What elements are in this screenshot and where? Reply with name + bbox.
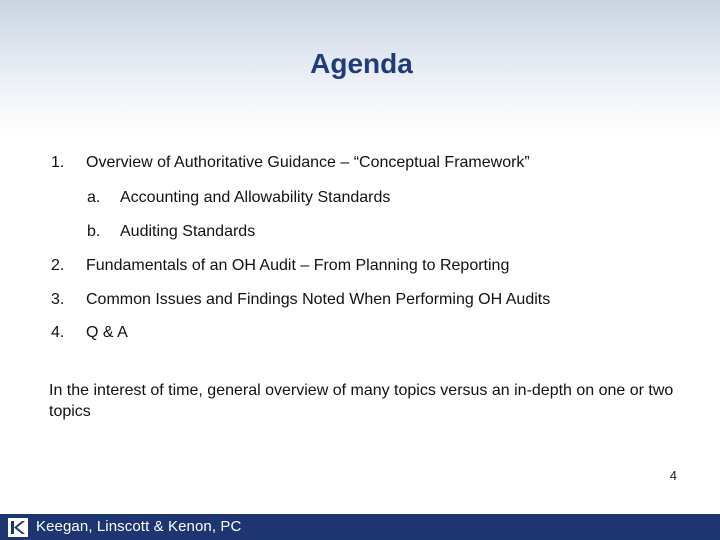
note-text: In the interest of time, general overview of many topics versus an in-depth on one or two topics [49,382,674,420]
agenda-subitem-a [87,189,587,211]
agenda-item-1 [51,154,671,176]
agenda-item-number: 2. [51,257,65,274]
agenda-item-text: Overview of Authoritative Guidance – “Conceptual Framework” [86,154,530,171]
page-number: 4 [669,468,677,483]
agenda-subitem-b [87,223,587,245]
agenda-item-text: Fundamentals of an OH Audit – From Planning to Reporting [86,257,510,274]
agenda-subitem-text: Auditing Standards [120,223,256,240]
agenda-item-number: 3. [51,291,65,308]
agenda-item-number: 1. [51,154,65,171]
klk-logo-icon [8,518,28,537]
agenda-item-text: Common Issues and Findings Noted When Performing OH Audits [86,291,551,308]
agenda-item-number: 4. [51,324,65,341]
agenda-item-text: Q & A [86,324,128,341]
footer-bar [0,514,720,540]
agenda-item-3 [51,291,671,313]
firm-name: Keegan, Linscott & Kenon, PC [36,518,242,535]
agenda-item-4 [51,324,671,346]
agenda-subitem-letter: b. [87,223,101,240]
agenda-item-2 [51,257,671,279]
page-title: Agenda [310,48,413,79]
agenda-subitem-text: Accounting and Allowability Standards [120,189,391,206]
agenda-subitem-letter: a. [87,189,101,206]
